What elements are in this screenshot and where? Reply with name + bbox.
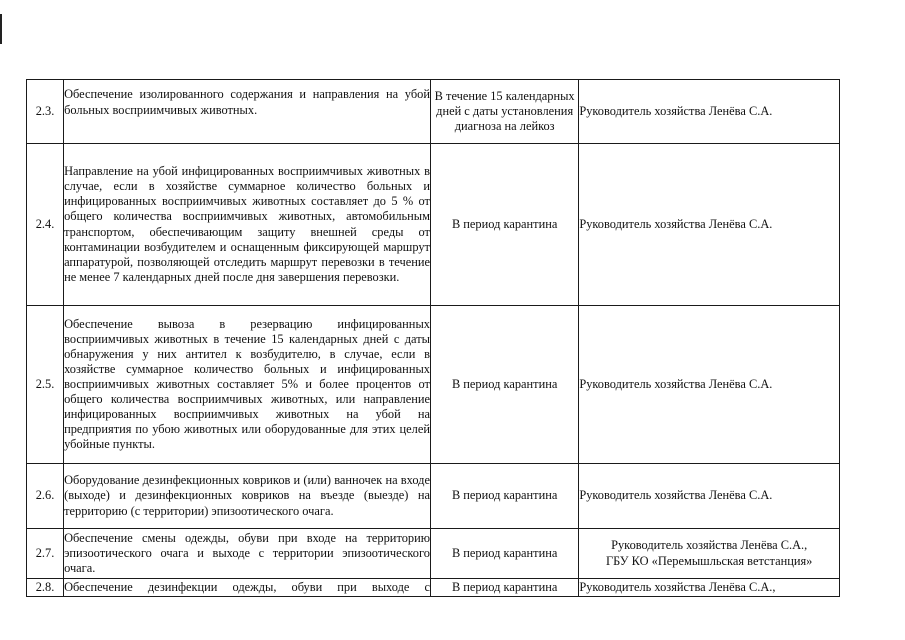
row-number: 2.7. xyxy=(27,529,64,579)
responsible-cell xyxy=(579,464,840,529)
responsible-line: Руководитель хозяйства Ленёва С.А. xyxy=(579,488,773,503)
table-row-2-8 xyxy=(27,579,840,597)
row-number: 2.6. xyxy=(27,464,64,529)
responsible-line: Руководитель хозяйства Ленёва С.А. xyxy=(579,216,773,231)
table-row-2-4 xyxy=(27,144,840,306)
measure-description: Обеспечение смены одежды, обуви при входе на территорию эпизоотического очага и выходе с территории эпизоотического очага. xyxy=(64,529,431,579)
table-row-2-6 xyxy=(27,464,840,529)
row-number: 2.3. xyxy=(27,80,64,144)
term-cell: В период карантина xyxy=(430,144,578,306)
responsible-cell xyxy=(579,306,840,464)
term-cell: В течение 15 календарных дней с даты установления диагноза на лейкоз xyxy=(430,80,578,144)
responsible-line: Руководитель хозяйства Ленёва С.А., xyxy=(611,538,808,553)
responsible-cell xyxy=(579,529,840,579)
row-number: 2.8. xyxy=(27,579,64,597)
table-row-2-5 xyxy=(27,306,840,464)
table-row-2-3 xyxy=(27,80,840,144)
responsible-line: Руководитель хозяйства Ленёва С.А. xyxy=(579,376,773,391)
responsible-line: ГБУ КО «Перемышльская ветстанция» xyxy=(605,553,813,568)
responsible-cell xyxy=(579,144,840,306)
responsible-line: Руководитель хозяйства Ленёва С.А. xyxy=(579,103,773,118)
measure-description: Направление на убой инфицированных восприимчивых животных в случае, если в хозяйстве суммарное количество больных и инфицированных восприимчивых животных составляет до 5 % от общего количества восприимчивых животных, автомобильным транспортом, обеспечивающим защиту внешней среды от контаминации возбудителем и оснащенным фиксирующей маршрут аппаратурой, позволяющей отследить маршрут перевозки в течение не менее 7 календарных дней после дня завершения перевозки. xyxy=(64,144,431,306)
row-number: 2.4. xyxy=(27,144,64,306)
measure-description: Обеспечение вывоза в резервацию инфицированных восприимчивых животных в течение 15 календарных дней с даты обнаружения у них антител к возбудителю, в случае, если в хозяйстве суммарное количество больных и инфицированных восприимчивых животных составляет 5% и более процентов от общего количества восприимчивых животных, или направление инфицированных восприимчивых животных на убой на предприятия по убою животных или оборудованные для этих целей убойные пункты. xyxy=(64,306,431,464)
term-cell: В период карантина xyxy=(430,306,578,464)
row-number: 2.5. xyxy=(27,306,64,464)
responsible-line: Руководитель хозяйства Ленёва С.А., xyxy=(579,579,776,594)
measure-description: Обеспечение изолированного содержания и направления на убой больных восприимчивых животных. xyxy=(64,80,431,144)
responsible-cell xyxy=(579,579,840,597)
responsible-cell xyxy=(579,80,840,144)
measures-table xyxy=(26,79,840,597)
term-cell: В период карантина xyxy=(430,579,578,597)
table-row-2-7 xyxy=(27,529,840,579)
term-cell: В период карантина xyxy=(430,529,578,579)
measure-description: Обеспечение дезинфекции одежды, обуви при выходе с xyxy=(64,579,431,597)
term-cell: В период карантина xyxy=(430,464,578,529)
measure-description: Оборудование дезинфекционных ковриков и (или) ванночек на входе (выходе) и дезинфекционных ковриков на въезде (выезде) на территорию (с территории) эпизоотического очага. xyxy=(64,464,431,529)
scan-edge-mark xyxy=(0,14,2,44)
